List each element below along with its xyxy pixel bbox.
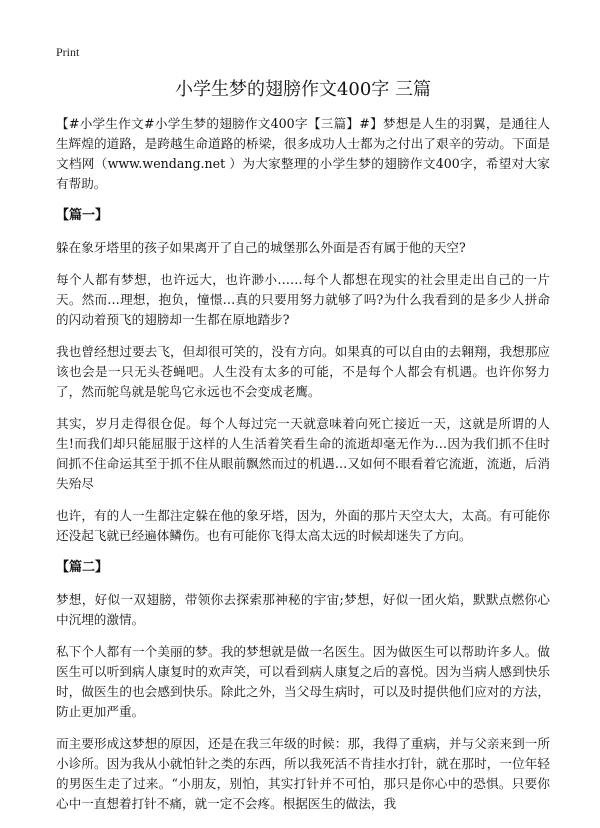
page-title: 小学生梦的翅膀作文400字 三篇 xyxy=(174,79,432,100)
section-1-paragraph: 也许，有的人一生都注定躲在他的象牙塔，因为，外面的那片天空太大，太高。有可能你还没起飞就已经遍体鳞伤。也有可能你飞得太高太远的时候却迷失了方向。 xyxy=(56,508,550,543)
section-heading-2: 【篇二】 xyxy=(56,560,109,575)
section-2-paragraph: 而主要形成这梦想的原因，还是在我三年级的时候：那，我得了重病，并与父亲来到一所小诊所。因为我从小就怕针之类的东西，所以我死活不肯挂水打针，就在那时，一位年轻的男医生走了过来。“小朋友，别怕，其实打针并不可怕，那只是你心中的恐惧。只要你心中一直想着打针不痛，就一定不会疼。根据医生的做法，我 xyxy=(56,736,550,811)
section-1-paragraph: 躲在象牙塔里的孩子如果离开了自己的城堡那么外面是否有属于他的天空? xyxy=(56,240,466,255)
section-2-paragraph: 梦想，好似一双翅膀，带领你去探索那神秘的宇宙;梦想，好似一团火焰，默默点燃你心中沉埋的激情。 xyxy=(56,592,550,627)
section-1-paragraph: 每个人都有梦想，也许远大，也许渺小……每个人都想在现实的社会里走出自己的一片天。然而…理想，抱负，憧憬…真的只要用努力就够了吗?为什么我看到的是多少人拼命的闪动着预飞的翅膀却一生都在原地踏步? xyxy=(56,272,550,327)
section-1-paragraph: 其实，岁月走得很仓促。每个人每过完一天就意味着向死亡接近一天，这就是所谓的人生!而我们却只能屈服于这样的人生活着笑看生命的流逝却毫无作为…因为我们抓不住时间抓不住命运其至于抓不住从眼前飘然而过的机遇…又如何不眼看着它流逝，流逝，后消失殆尽 xyxy=(56,416,550,491)
article xyxy=(56,78,550,826)
intro-paragraph: 【#小学生作文#小学生梦的翅膀作文400字【三篇】#】梦想是人生的羽翼，是通往人生辉煌的道路，是跨越生命道路的桥梁，很多成功人士都为之付出了艰辛的劳动。下面是文档网（www.wendang.net ）为大家整理的小学生梦的翅膀作文400字，希望对大家有帮助。 xyxy=(56,116,550,191)
section-2-paragraph: 私下个人都有一个美丽的梦。我的梦想就是做一名医生。因为做医生可以帮助许多人。做医生可以听到病人康复时的欢声笑，可以看到病人康复之后的喜悦。因为当病人感到快乐时，做医生的也会感到快乐。除此之外，当父母生病时，可以及时提供他们应对的方法，防止更加严重。 xyxy=(56,644,550,719)
section-heading-1: 【篇一】 xyxy=(56,208,109,223)
print-link[interactable]: Print xyxy=(56,45,80,59)
section-1-paragraph: 我也曾经想过要去飞，但却很可笑的，没有方向。如果真的可以自由的去翱翔，我想那应该也会是一只无头苍蝇吧。人生没有太多的可能，不是每个人都会有机遇。也许你努力了，然而鸵鸟就是鸵鸟它永远也不会变成老鹰。 xyxy=(56,344,550,399)
